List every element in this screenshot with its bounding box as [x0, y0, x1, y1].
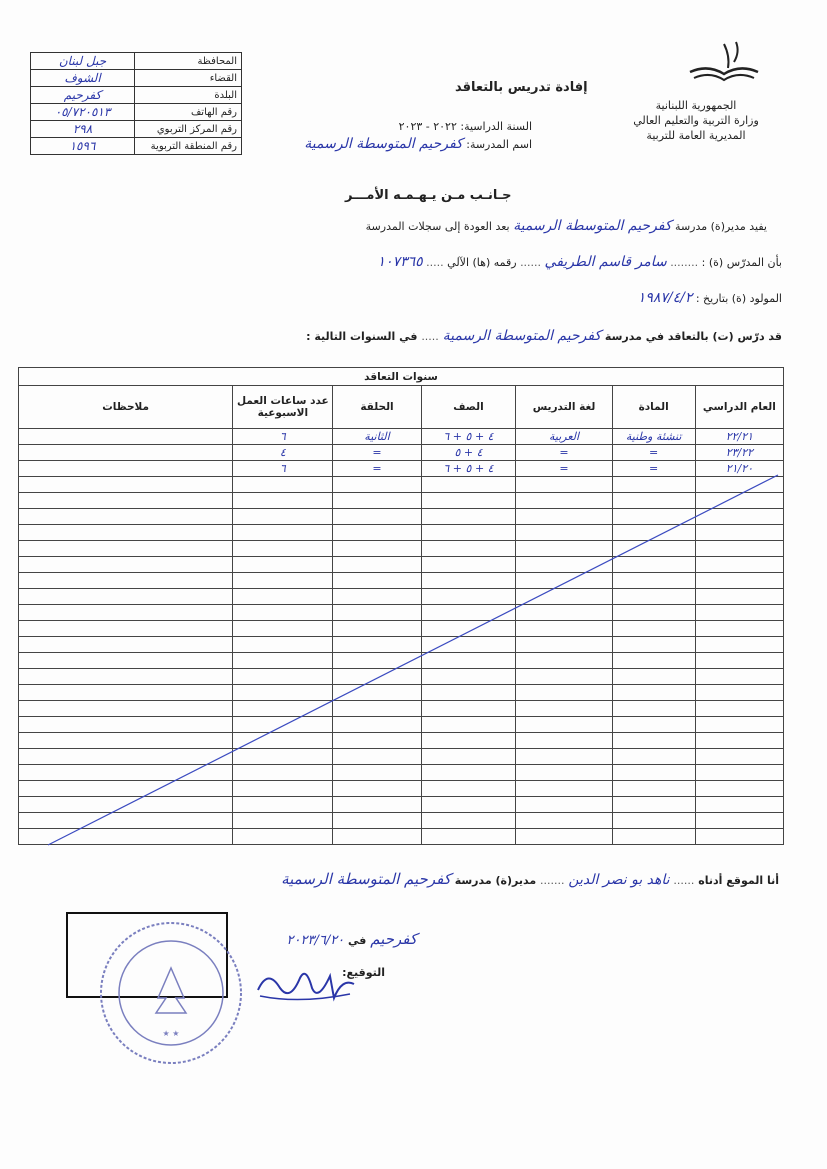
table-cell — [233, 749, 333, 765]
table-cell — [516, 669, 612, 685]
table-cell — [421, 797, 516, 813]
table-cell — [612, 509, 695, 525]
school-year-value: ٢٠٢٢ - ٢٠٢٣ — [398, 120, 457, 133]
sign-date: ٢٠٢٣/٦/٢٠ — [286, 933, 345, 948]
table-cell — [333, 493, 421, 509]
table-cell — [612, 653, 695, 669]
teacher-number: ١٠٧٣٦٥ — [377, 254, 423, 270]
signer-prefix: أنا الموقع أدناه — [698, 874, 779, 887]
table-cell — [421, 621, 516, 637]
empty-table-row — [19, 829, 784, 845]
table-cell — [516, 637, 612, 653]
column-header: العام الدراسي — [695, 386, 783, 429]
table-cell — [19, 717, 233, 733]
info-row — [31, 87, 242, 104]
section-title: جـانـب مـن يـهـمـه الأمـــر — [345, 188, 512, 203]
table-cell — [695, 637, 783, 653]
ministry-logo-icon — [684, 38, 764, 86]
table-cell: = — [333, 461, 421, 477]
table-cell — [333, 509, 421, 525]
contract-years-table — [18, 367, 784, 845]
table-cell: ٦ — [233, 429, 333, 445]
table-cell — [421, 701, 516, 717]
table-cell — [695, 717, 783, 733]
info-label: رقم المنطقة التربوية — [135, 138, 242, 155]
table-cell — [333, 589, 421, 605]
table-cell — [333, 733, 421, 749]
table-cell — [19, 749, 233, 765]
table-cell — [695, 525, 783, 541]
table-cell — [333, 525, 421, 541]
ministry-header — [601, 98, 791, 143]
table-cell: = — [612, 445, 695, 461]
empty-table-row — [19, 733, 784, 749]
table-cell — [421, 765, 516, 781]
table-cell — [19, 429, 233, 445]
table-cell — [695, 733, 783, 749]
table-cell — [19, 445, 233, 461]
svg-text:★ ★: ★ ★ — [162, 1029, 180, 1038]
ministry-line: وزارة التربية والتعليم العالي — [633, 114, 759, 127]
table-cell — [233, 813, 333, 829]
empty-table-row — [19, 765, 784, 781]
signature-label: التوقيع: — [342, 966, 385, 979]
table-cell — [233, 589, 333, 605]
table-cell: ٤ + ٥ + ٦ — [421, 429, 516, 445]
table-cell: ٤ — [233, 445, 333, 461]
table-cell — [612, 717, 695, 733]
column-header: لغة التدريس — [516, 386, 612, 429]
table-cell — [516, 765, 612, 781]
table-cell — [516, 509, 612, 525]
empty-table-row — [19, 749, 784, 765]
line2-mid: رقمه (ها) الآلي — [447, 256, 517, 269]
table-cell — [233, 493, 333, 509]
table-cell — [421, 733, 516, 749]
table-cell — [233, 669, 333, 685]
table-cell — [516, 541, 612, 557]
signature-icon — [250, 958, 360, 1008]
table-cell — [333, 669, 421, 685]
signer-name: ناهد بو نصر الدين — [568, 872, 670, 888]
empty-table-row — [19, 541, 784, 557]
table-cell — [333, 829, 421, 845]
empty-table-row — [19, 621, 784, 637]
table-cell: = — [612, 461, 695, 477]
table-cell: = — [516, 445, 612, 461]
table-row — [19, 429, 784, 445]
column-header: الحلقة — [333, 386, 421, 429]
table-cell — [421, 637, 516, 653]
table-cell: ٢٣/٢٢ — [695, 445, 783, 461]
table-cell — [333, 781, 421, 797]
school-name-line — [304, 136, 532, 152]
ministry-line: الجمهورية اللبنانية — [655, 99, 737, 112]
line1-suffix: بعد العودة إلى سجلات المدرسة — [365, 220, 510, 233]
info-label: رقم الهاتف — [135, 104, 242, 121]
table-group-header: سنوات التعاقد — [19, 368, 784, 386]
column-header: عدد ساعات العمل الاسبوعية — [233, 386, 333, 429]
school-year-label: السنة الدراسية: — [460, 120, 532, 133]
table-cell — [333, 477, 421, 493]
table-cell — [333, 749, 421, 765]
table-cell — [421, 829, 516, 845]
table-cell: الثانية — [333, 429, 421, 445]
table-cell — [19, 477, 233, 493]
table-cell — [19, 701, 233, 717]
table-cell — [612, 749, 695, 765]
table-cell — [421, 653, 516, 669]
line1-school: كفرحيم المتوسطة الرسمية — [513, 218, 672, 234]
table-cell — [695, 557, 783, 573]
table-cell — [333, 605, 421, 621]
column-header: الصف — [421, 386, 516, 429]
table-cell — [233, 717, 333, 733]
table-cell: = — [516, 461, 612, 477]
table-cell — [421, 781, 516, 797]
school-name-label: اسم المدرسة: — [466, 138, 532, 151]
body-line-2: بأن المدرّس (ة) : ........ سامر قاسم الطريفي ...... رقمه (ها) الآلي ..... ١٠٧٣٦٥ — [377, 254, 782, 270]
table-cell — [421, 669, 516, 685]
empty-table-row — [19, 717, 784, 733]
table-cell — [695, 813, 783, 829]
table-cell — [516, 525, 612, 541]
table-cell: ٢٢/٢١ — [695, 429, 783, 445]
table-cell — [233, 685, 333, 701]
table-cell — [333, 637, 421, 653]
table-cell — [695, 541, 783, 557]
table-cell — [695, 829, 783, 845]
table-cell — [19, 493, 233, 509]
table-cell — [233, 621, 333, 637]
table-cell — [516, 605, 612, 621]
line1-prefix: يفيد مدير(ة) مدرسة — [675, 220, 767, 233]
table-cell — [516, 781, 612, 797]
table-cell — [516, 813, 612, 829]
table-cell — [333, 541, 421, 557]
table-cell — [695, 749, 783, 765]
table-cell — [516, 717, 612, 733]
body-line-1 — [366, 218, 767, 234]
table-cell — [516, 621, 612, 637]
empty-table-row — [19, 557, 784, 573]
table-cell — [695, 797, 783, 813]
table-cell — [333, 557, 421, 573]
table-cell — [612, 829, 695, 845]
empty-table-row — [19, 525, 784, 541]
column-header: ملاحظات — [19, 386, 233, 429]
table-cell — [612, 621, 695, 637]
table-cell — [612, 477, 695, 493]
table-cell — [612, 573, 695, 589]
table-cell — [516, 829, 612, 845]
birth-date: ١٩٨٧/٤/٢ — [637, 290, 693, 306]
table-cell — [612, 541, 695, 557]
table-cell — [333, 653, 421, 669]
table-cell — [233, 477, 333, 493]
table-cell — [612, 605, 695, 621]
table-cell — [19, 605, 233, 621]
table-cell: = — [333, 445, 421, 461]
table-cell — [516, 701, 612, 717]
table-cell — [19, 637, 233, 653]
empty-table-row — [19, 477, 784, 493]
table-cell — [19, 461, 233, 477]
table-cell — [333, 797, 421, 813]
info-label: رقم المركز التربوي — [135, 121, 242, 138]
info-row — [31, 53, 242, 70]
info-label: المحافظة — [135, 53, 242, 70]
empty-table-row — [19, 653, 784, 669]
table-cell — [516, 493, 612, 509]
table-cell — [233, 733, 333, 749]
table-cell — [695, 573, 783, 589]
table-cell — [421, 509, 516, 525]
table-cell — [516, 733, 612, 749]
table-cell — [19, 557, 233, 573]
table-cell — [612, 813, 695, 829]
body-line-3 — [638, 290, 782, 306]
table-cell — [19, 669, 233, 685]
table-cell — [695, 477, 783, 493]
place-date-line — [287, 930, 417, 948]
table-cell — [333, 717, 421, 733]
empty-table-row — [19, 813, 784, 829]
table-cell — [516, 557, 612, 573]
body-line-4: قد درّس (ت) بالتعاقد في مدرسة كفرحيم المتوسطة الرسمية ..... في السنوات التالية : — [306, 328, 782, 344]
table-cell — [516, 573, 612, 589]
table-cell — [19, 573, 233, 589]
table-cell — [233, 653, 333, 669]
table-cell — [516, 589, 612, 605]
info-label: البلدة — [135, 87, 242, 104]
table-cell — [612, 637, 695, 653]
empty-table-row — [19, 685, 784, 701]
info-row — [31, 121, 242, 138]
table-cell — [233, 701, 333, 717]
signer-school: كفرحيم المتوسطة الرسمية — [281, 870, 451, 888]
table-cell — [333, 573, 421, 589]
line3-prefix: المولود (ة) بتاريخ : — [695, 292, 782, 305]
table-cell — [233, 541, 333, 557]
table-cell — [421, 541, 516, 557]
line4-prefix: قد درّس (ت) بالتعاقد في مدرسة — [604, 330, 782, 343]
table-cell — [612, 589, 695, 605]
empty-table-row — [19, 669, 784, 685]
school-year-line — [399, 120, 532, 133]
table-cell — [233, 573, 333, 589]
official-stamp-icon — [96, 918, 246, 1068]
table-cell — [421, 717, 516, 733]
table-cell — [516, 653, 612, 669]
table-cell — [233, 605, 333, 621]
table-cell: ٤ + ٥ — [421, 445, 516, 461]
table-cell — [19, 797, 233, 813]
table-cell — [233, 525, 333, 541]
teacher-name: سامر قاسم الطريفي — [544, 254, 667, 270]
table-cell: ٤ + ٥ + ٦ — [421, 461, 516, 477]
table-cell — [516, 797, 612, 813]
table-cell — [612, 669, 695, 685]
table-cell — [333, 813, 421, 829]
table-cell — [333, 621, 421, 637]
table-cell: العربية — [516, 429, 612, 445]
date-prefix: في — [348, 934, 367, 947]
table-cell — [695, 493, 783, 509]
line4-school: كفرحيم المتوسطة الرسمية — [442, 328, 602, 344]
table-cell — [333, 685, 421, 701]
info-value: ١٥٩٦ — [31, 138, 135, 155]
empty-table-row — [19, 589, 784, 605]
empty-table-row — [19, 509, 784, 525]
table-cell — [695, 781, 783, 797]
table-cell — [19, 509, 233, 525]
table-row — [19, 461, 784, 477]
table-cell — [612, 525, 695, 541]
table-cell — [19, 733, 233, 749]
ministry-line: المديرية العامة للتربية — [646, 129, 746, 142]
line2-prefix: بأن المدرّس (ة) : — [701, 256, 782, 269]
info-label: القضاء — [135, 70, 242, 87]
place: كفرحيم — [370, 930, 417, 948]
info-value: ٠٥/٧٢٠٥١٣ — [31, 104, 135, 121]
table-cell — [233, 765, 333, 781]
table-cell — [333, 765, 421, 781]
table-cell — [695, 605, 783, 621]
empty-table-row — [19, 637, 784, 653]
table-cell — [19, 589, 233, 605]
info-row — [31, 104, 242, 121]
table-cell — [421, 685, 516, 701]
empty-table-row — [19, 573, 784, 589]
table-cell: تنشئة وطنية — [612, 429, 695, 445]
table-cell — [19, 653, 233, 669]
table-cell — [612, 493, 695, 509]
table-cell — [612, 765, 695, 781]
empty-table-row — [19, 797, 784, 813]
table-cell — [695, 701, 783, 717]
table-cell — [19, 541, 233, 557]
info-box — [30, 52, 242, 155]
table-cell — [421, 557, 516, 573]
table-cell — [516, 685, 612, 701]
table-cell — [516, 749, 612, 765]
table-cell — [421, 573, 516, 589]
table-cell — [612, 797, 695, 813]
table-cell — [19, 525, 233, 541]
table-cell — [612, 685, 695, 701]
school-name-value: كفرحيم المتوسطة الرسمية — [304, 136, 463, 152]
table-cell — [333, 701, 421, 717]
table-cell — [19, 765, 233, 781]
table-row — [19, 445, 784, 461]
table-cell — [421, 605, 516, 621]
table-cell: ٢١/٢٠ — [695, 461, 783, 477]
empty-table-row — [19, 701, 784, 717]
table-cell — [19, 813, 233, 829]
info-row — [31, 138, 242, 155]
info-value: كفرحيم — [31, 87, 135, 104]
table-cell — [612, 781, 695, 797]
table-cell — [695, 653, 783, 669]
table-cell — [233, 509, 333, 525]
table-cell — [421, 525, 516, 541]
info-value: الشوف — [31, 70, 135, 87]
table-cell — [612, 733, 695, 749]
info-value: جبل لبنان — [31, 53, 135, 70]
table-cell — [695, 669, 783, 685]
table-cell — [612, 557, 695, 573]
table-cell — [421, 749, 516, 765]
empty-table-row — [19, 493, 784, 509]
empty-table-row — [19, 781, 784, 797]
table-cell — [421, 813, 516, 829]
table-cell — [19, 685, 233, 701]
table-cell — [19, 829, 233, 845]
table-cell — [612, 701, 695, 717]
table-cell — [233, 781, 333, 797]
table-cell: ٦ — [233, 461, 333, 477]
signer-line: أنا الموقع أدناه ...... ناهد بو نصر الدين ....... مدير(ة) مدرسة كفرحيم المتوسطة الرسمية — [281, 870, 779, 888]
table-cell — [19, 621, 233, 637]
table-cell — [233, 637, 333, 653]
signer-mid: مدير(ة) مدرسة — [454, 874, 537, 887]
column-header: المادة — [612, 386, 695, 429]
table-cell — [695, 765, 783, 781]
table-cell — [695, 589, 783, 605]
table-cell — [421, 477, 516, 493]
empty-table-row — [19, 605, 784, 621]
table-cell — [233, 797, 333, 813]
table-cell — [695, 509, 783, 525]
table-cell — [421, 589, 516, 605]
table-cell — [233, 829, 333, 845]
table-cell — [421, 493, 516, 509]
table-cell — [695, 685, 783, 701]
info-row — [31, 70, 242, 87]
table-cell — [695, 621, 783, 637]
info-value: ٢٩٨ — [31, 121, 135, 138]
table-cell — [516, 477, 612, 493]
table-cell — [19, 781, 233, 797]
line4-suffix: في السنوات التالية : — [306, 330, 418, 343]
table-cell — [233, 557, 333, 573]
document-title: إفادة تدريس بالتعاقد — [455, 80, 588, 95]
